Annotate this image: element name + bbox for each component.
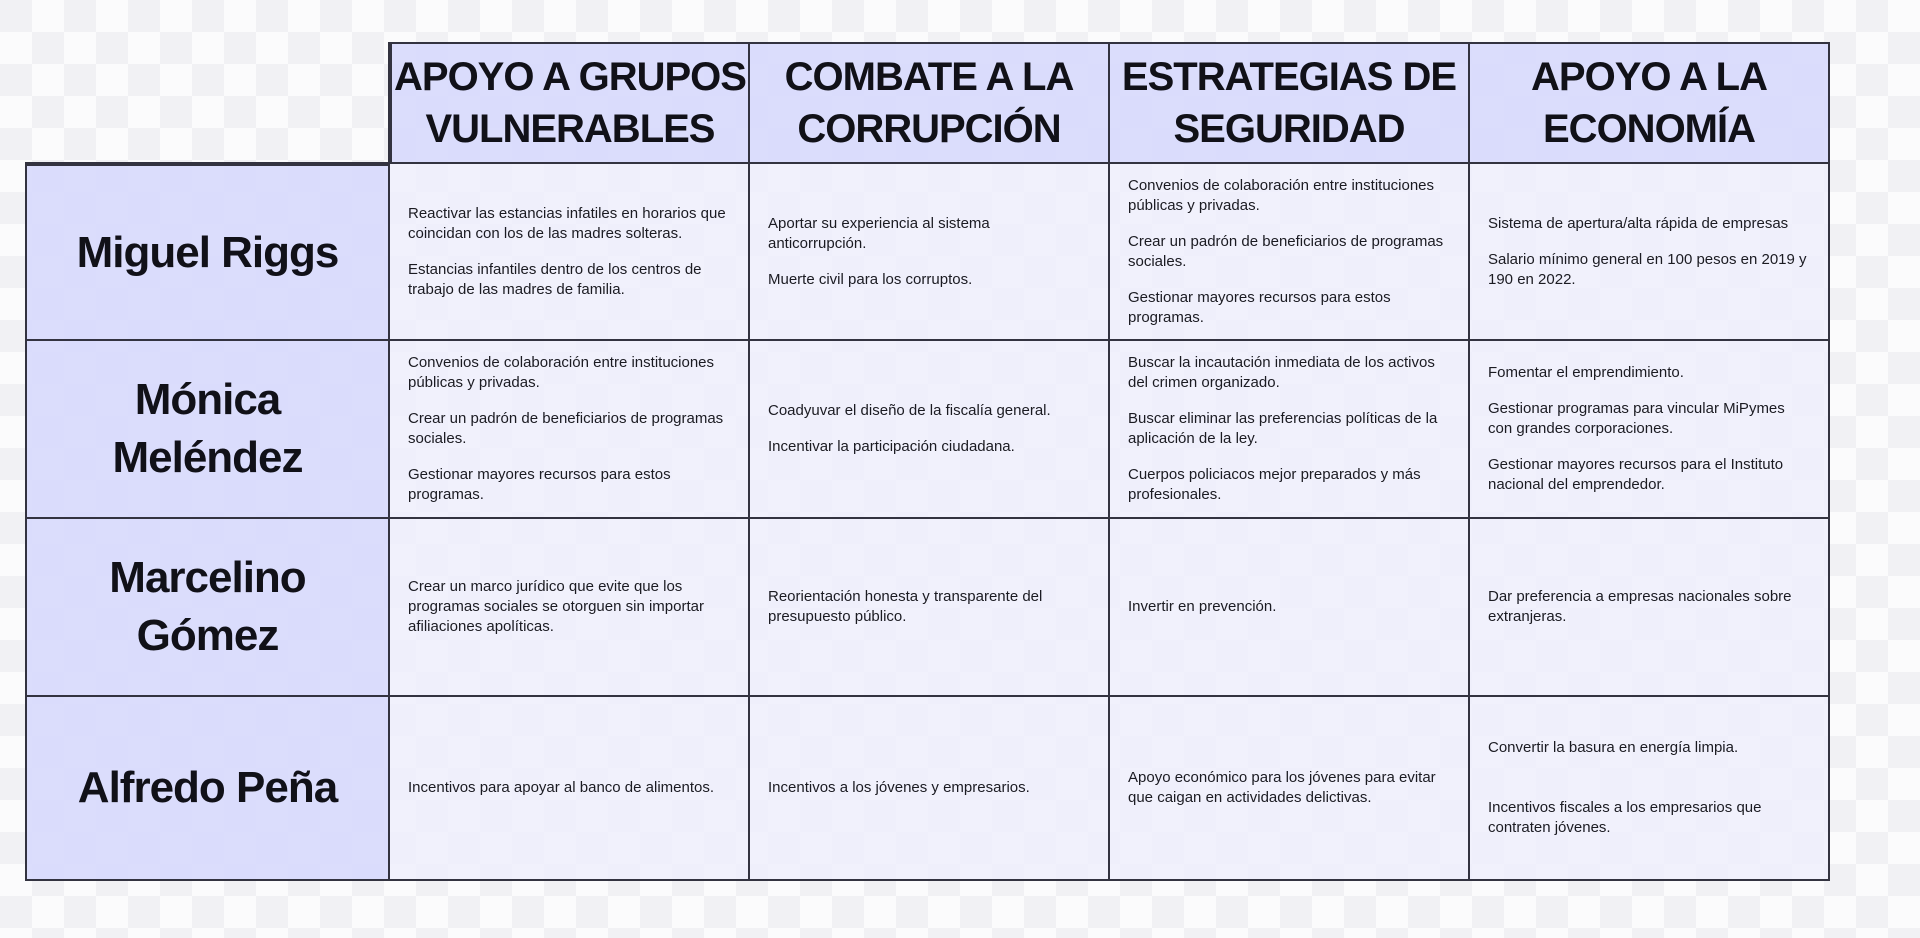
column-header-label: APOYO A LA ECONOMÍA: [1531, 55, 1767, 151]
row-header-candidate: [25, 519, 390, 697]
proposal-text: Reactivar las estancias infatiles en horarios que coincidan con los de las madres solteras.: [408, 204, 726, 242]
table-cell: [1470, 164, 1830, 341]
proposal-text: Incentivos a los jóvenes y empresarios.: [768, 779, 1030, 796]
proposals-table: [25, 42, 1830, 881]
proposal-text: Buscar la incautación inmediata de los activos del crimen organizado.: [1128, 354, 1435, 391]
proposal-text: Buscar eliminar las preferencias políticas de la aplicación de la ley.: [1128, 410, 1438, 447]
table-cell: [750, 519, 1110, 697]
table-cell: [390, 697, 750, 881]
column-header-label: ESTRATEGIAS DE SEGURIDAD: [1121, 55, 1457, 151]
proposal-text: Aportar su experiencia al sistema anticorrupción.: [768, 214, 990, 252]
row-header-candidate: [25, 164, 390, 341]
proposal-text: Gestionar mayores recursos para el Instituto nacional del emprendedor.: [1488, 456, 1784, 493]
proposal-text: Crear un marco jurídico que evite que los programas sociales se otorguen sin importar afiliaciones apolíticas.: [408, 578, 704, 635]
proposal-text: Incentivos para apoyar al banco de alimentos.: [408, 779, 715, 796]
candidate-name: Alfredo Peña: [77, 763, 338, 812]
column-header-vulnerable-groups: [390, 42, 750, 164]
table-cell: [1470, 341, 1830, 519]
proposal-text: Estancias infantiles dentro de los centros de trabajo de las madres de familia.: [408, 260, 702, 298]
proposal-text: Convenios de colaboración entre instituciones públicas y privadas.: [1128, 176, 1435, 214]
column-header-economy: [1470, 42, 1830, 164]
table-cell: [390, 164, 750, 341]
proposal-text: Incentivos fiscales a los empresarios que contraten jóvenes.: [1488, 799, 1762, 836]
table-cell: [1470, 697, 1830, 881]
table-cell: [1470, 519, 1830, 697]
row-header-candidate: [25, 341, 390, 519]
table-cell: [1110, 519, 1470, 697]
proposal-text: Gestionar mayores recursos para estos programas.: [1128, 288, 1391, 326]
candidate-name: Mónica Meléndez: [112, 375, 303, 482]
proposal-text: Salario mínimo general en 100 pesos en 2019 y 190 en 2022.: [1488, 250, 1807, 288]
proposal-text: Fomentar el emprendimiento.: [1488, 364, 1684, 381]
column-header-security: [1110, 42, 1470, 164]
proposal-text: Gestionar mayores recursos para estos programas.: [408, 466, 671, 503]
proposal-text: Incentivar la participación ciudadana.: [768, 438, 1015, 455]
table-cell: [750, 164, 1110, 341]
proposal-text: Convertir la basura en energía limpia.: [1488, 739, 1739, 756]
table-cell: [1110, 341, 1470, 519]
table-cell: [390, 519, 750, 697]
candidate-name: Marcelino Gómez: [109, 553, 306, 660]
table-corner: [25, 42, 390, 164]
column-header-label: COMBATE A LA CORRUPCIÓN: [784, 55, 1074, 151]
table-cell: [750, 341, 1110, 519]
column-header-label: APOYO A GRUPOS VULNERABLES: [394, 55, 746, 151]
proposal-text: Coadyuvar el diseño de la fiscalía general.: [768, 402, 1051, 419]
proposal-text: Apoyo económico para los jóvenes para evitar que caigan en actividades delictivas.: [1128, 769, 1436, 806]
table-cell: [750, 697, 1110, 881]
candidate-name: Miguel Riggs: [76, 227, 339, 277]
table-cell: [1110, 697, 1470, 881]
proposal-text: Reorientación honesta y transparente del presupuesto público.: [768, 588, 1043, 625]
table-cell: [390, 341, 750, 519]
proposal-text: Muerte civil para los corruptos.: [768, 270, 973, 288]
proposal-text: Sistema de apertura/alta rápida de empresas: [1488, 214, 1789, 232]
proposal-text: Crear un padrón de beneficiarios de programas sociales.: [408, 410, 724, 447]
proposal-text: Cuerpos policiacos mejor preparados y más profesionales.: [1128, 466, 1421, 503]
proposal-text: Gestionar programas para vincular MiPymes con grandes corporaciones.: [1488, 400, 1785, 437]
proposal-text: Convenios de colaboración entre instituciones públicas y privadas.: [408, 354, 715, 391]
column-header-anticorruption: [750, 42, 1110, 164]
proposal-text: Invertir en prevención.: [1128, 598, 1277, 615]
row-header-candidate: [25, 697, 390, 881]
proposal-text: Crear un padrón de beneficiarios de programas sociales.: [1128, 232, 1444, 270]
table-cell: [1110, 164, 1470, 341]
proposal-text: Dar preferencia a empresas nacionales sobre extranjeras.: [1488, 588, 1792, 625]
